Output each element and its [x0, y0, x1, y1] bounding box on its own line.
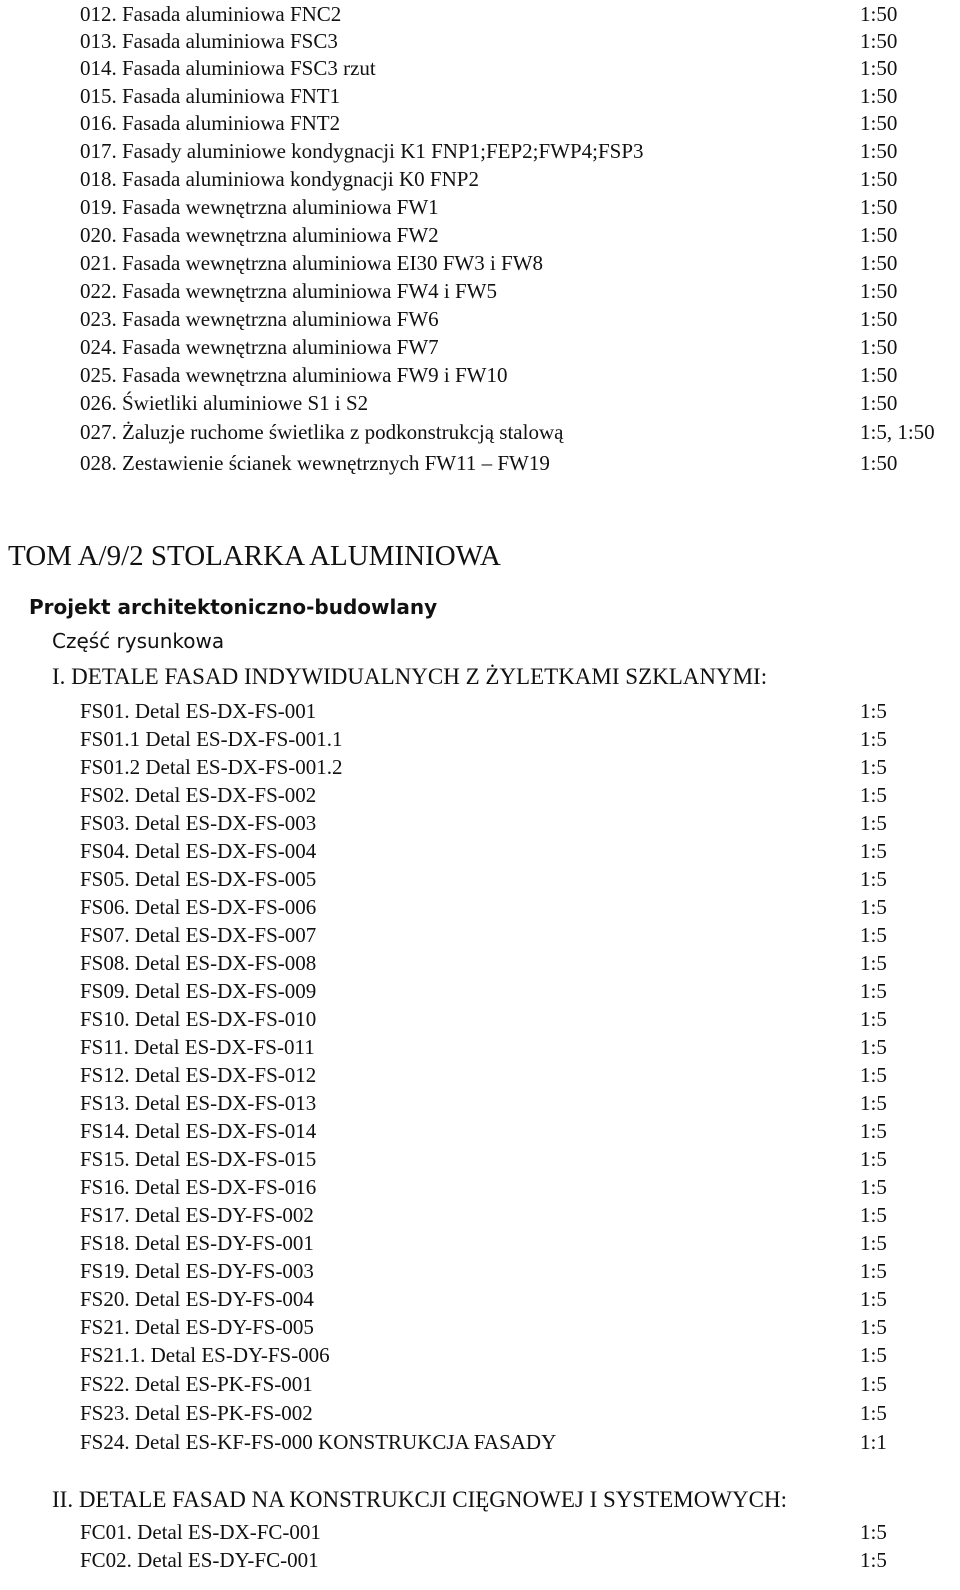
list-item: [0, 781, 960, 809]
item-title: FS18. Detal ES-DY-FS-001: [80, 1231, 314, 1255]
list-item: [0, 949, 960, 977]
section-1-title: I. DETALE FASAD INDYWIDUALNYCH Z ŻYLETKAMI SZKLANYMI:: [52, 664, 768, 689]
list-item: [0, 361, 960, 389]
item-scale: 1:50: [860, 84, 898, 108]
item-scale: 1:5: [860, 1119, 887, 1143]
item-scale: 1:5: [860, 979, 887, 1003]
item-title: FS05. Detal ES-DX-FS-005: [80, 867, 317, 891]
item-title: FS01. Detal ES-DX-FS-001: [80, 699, 317, 723]
item-scale: 1:5: [860, 755, 887, 779]
list-item: [0, 27, 960, 55]
item-title: FS22. Detal ES-PK-FS-001: [80, 1372, 313, 1396]
item-scale: 1:5: [860, 1372, 887, 1396]
item-scale: 1:5, 1:50: [860, 420, 935, 444]
item-title: FS23. Detal ES-PK-FS-002: [80, 1401, 313, 1425]
item-title: FS20. Detal ES-DY-FS-004: [80, 1287, 314, 1311]
list-item: [0, 221, 960, 249]
item-scale: 1:5: [860, 1259, 887, 1283]
list-item: [0, 1399, 960, 1427]
list-item: [0, 1518, 960, 1546]
item-title: 019. Fasada wewnętrzna aluminiowa FW1: [80, 195, 439, 219]
item-scale: 1:5: [860, 1063, 887, 1087]
item-scale: 1:50: [860, 363, 898, 387]
item-scale: 1:5: [860, 1175, 887, 1199]
list-item: [0, 837, 960, 865]
item-scale: 1:50: [860, 451, 898, 475]
item-scale: 1:5: [860, 1315, 887, 1339]
list-item: [0, 1341, 960, 1369]
item-title: FS12. Detal ES-DX-FS-012: [80, 1063, 317, 1087]
item-title: FS01.1 Detal ES-DX-FS-001.1: [80, 727, 343, 751]
list-item: [0, 333, 960, 361]
item-scale: 1:5: [860, 867, 887, 891]
list-item: [0, 1313, 960, 1341]
item-scale: 1:5: [860, 923, 887, 947]
list-item: [0, 305, 960, 333]
item-title: FS07. Detal ES-DX-FS-007: [80, 923, 317, 947]
list-item: [0, 418, 960, 446]
list-item: [0, 977, 960, 1005]
item-title: FS14. Detal ES-DX-FS-014: [80, 1119, 317, 1143]
list-item: [0, 1145, 960, 1173]
list-item: [0, 82, 960, 110]
list-item: [0, 1061, 960, 1089]
list-item: [0, 1229, 960, 1257]
item-title: FS08. Detal ES-DX-FS-008: [80, 951, 317, 975]
item-title: FS11. Detal ES-DX-FS-011: [80, 1035, 315, 1059]
item-scale: 1:50: [860, 307, 898, 331]
item-title: FS21. Detal ES-DY-FS-005: [80, 1315, 314, 1339]
list-item: [0, 193, 960, 221]
list-item: [0, 1370, 960, 1398]
item-scale: 1:50: [860, 2, 898, 26]
list-item: [0, 1033, 960, 1061]
list-item: [0, 753, 960, 781]
tom-title: TOM A/9/2 STOLARKA ALUMINIOWA: [8, 540, 501, 572]
item-title: 023. Fasada wewnętrzna aluminiowa FW6: [80, 307, 439, 331]
item-scale: 1:5: [860, 839, 887, 863]
item-title: FS04. Detal ES-DX-FS-004: [80, 839, 317, 863]
item-scale: 1:50: [860, 29, 898, 53]
item-scale: 1:5: [860, 783, 887, 807]
list-item: [0, 1285, 960, 1313]
list-item: [0, 809, 960, 837]
item-scale: 1:5: [860, 1287, 887, 1311]
list-item: [0, 725, 960, 753]
item-title: 025. Fasada wewnętrzna aluminiowa FW9 i FW10: [80, 363, 508, 387]
item-scale: 1:5: [860, 1520, 887, 1544]
item-title: 027. Żaluzje ruchome świetlika z podkonstrukcją stalową: [80, 420, 564, 444]
item-title: 014. Fasada aluminiowa FSC3 rzut: [80, 56, 376, 80]
item-title: 016. Fasada aluminiowa FNT2: [80, 111, 341, 135]
list-item: [0, 1117, 960, 1145]
item-scale: 1:5: [860, 895, 887, 919]
item-title: FS13. Detal ES-DX-FS-013: [80, 1091, 317, 1115]
item-title: FS09. Detal ES-DX-FS-009: [80, 979, 317, 1003]
item-scale: 1:5: [860, 1035, 887, 1059]
item-title: 018. Fasada aluminiowa kondygnacji K0 FNP2: [80, 167, 479, 191]
item-title: FS24. Detal ES-KF-FS-000 KONSTRUKCJA FASADY: [80, 1430, 557, 1454]
item-scale: 1:50: [860, 56, 898, 80]
item-scale: 1:5: [860, 699, 887, 723]
list-item: [0, 165, 960, 193]
list-item: [0, 1257, 960, 1285]
item-title: 015. Fasada aluminiowa FNT1: [80, 84, 341, 108]
item-scale: 1:5: [860, 1343, 887, 1367]
item-title: 017. Fasady aluminiowe kondygnacji K1 FNP1;FEP2;FWP4;FSP3: [80, 139, 644, 163]
list-item: [0, 54, 960, 82]
item-title: 021. Fasada wewnętrzna aluminiowa EI30 FW3 i FW8: [80, 251, 544, 275]
item-scale: 1:5: [860, 1203, 887, 1227]
list-item: [0, 921, 960, 949]
item-title: 022. Fasada wewnętrzna aluminiowa FW4 i FW5: [80, 279, 497, 303]
item-title: 024. Fasada wewnętrzna aluminiowa FW7: [80, 335, 439, 359]
item-scale: 1:5: [860, 1147, 887, 1171]
item-scale: 1:50: [860, 223, 898, 247]
list-item: [0, 893, 960, 921]
list-item: [0, 697, 960, 725]
item-scale: 1:50: [860, 279, 898, 303]
list-item: [0, 1201, 960, 1229]
item-scale: 1:50: [860, 167, 898, 191]
list-item: [0, 449, 960, 477]
item-title: FS16. Detal ES-DX-FS-016: [80, 1175, 317, 1199]
list-item: [0, 1005, 960, 1033]
section-2-title: II. DETALE FASAD NA KONSTRUKCJI CIĘGNOWEJ I SYSTEMOWYCH:: [52, 1487, 787, 1512]
list-item: [0, 249, 960, 277]
item-title: 013. Fasada aluminiowa FSC3: [80, 29, 338, 53]
item-title: 028. Zestawienie ścianek wewnętrznych FW11 – FW19: [80, 451, 550, 475]
item-title: FS02. Detal ES-DX-FS-002: [80, 783, 317, 807]
list-item: [0, 0, 960, 28]
item-scale: 1:50: [860, 139, 898, 163]
list-item: [0, 1546, 960, 1574]
item-title: FS01.2 Detal ES-DX-FS-001.2: [80, 755, 343, 779]
item-title: 020. Fasada wewnętrzna aluminiowa FW2: [80, 223, 439, 247]
list-item: [0, 277, 960, 305]
item-title: FS19. Detal ES-DY-FS-003: [80, 1259, 314, 1283]
item-title: 012. Fasada aluminiowa FNC2: [80, 2, 342, 26]
item-scale: 1:5: [860, 811, 887, 835]
item-scale: 1:50: [860, 195, 898, 219]
item-title: FS10. Detal ES-DX-FS-010: [80, 1007, 317, 1031]
project-title: Projekt architektoniczno-budowlany: [29, 595, 438, 619]
item-title: FS15. Detal ES-DX-FS-015: [80, 1147, 317, 1171]
list-item: [0, 389, 960, 417]
item-scale: 1:50: [860, 335, 898, 359]
item-scale: 1:5: [860, 1401, 887, 1425]
item-scale: 1:50: [860, 391, 898, 415]
item-title: 026. Świetliki aluminiowe S1 i S2: [80, 391, 369, 415]
item-title: FS17. Detal ES-DY-FS-002: [80, 1203, 314, 1227]
item-scale: 1:5: [860, 951, 887, 975]
list-item: [0, 1089, 960, 1117]
item-title: FS03. Detal ES-DX-FS-003: [80, 811, 317, 835]
item-scale: 1:5: [860, 1091, 887, 1115]
item-title: FS21.1. Detal ES-DY-FS-006: [80, 1343, 330, 1367]
part-title: Część rysunkowa: [52, 629, 225, 653]
item-scale: 1:5: [860, 727, 887, 751]
list-item: [0, 865, 960, 893]
item-scale: 1:5: [860, 1548, 887, 1572]
list-item: [0, 137, 960, 165]
item-scale: 1:50: [860, 251, 898, 275]
list-item: [0, 1428, 960, 1456]
item-title: FC01. Detal ES-DX-FC-001: [80, 1520, 321, 1544]
list-item: [0, 109, 960, 137]
item-scale: 1:50: [860, 111, 898, 135]
item-scale: 1:1: [860, 1430, 887, 1454]
list-item: [0, 1173, 960, 1201]
item-scale: 1:5: [860, 1231, 887, 1255]
item-scale: 1:5: [860, 1007, 887, 1031]
item-title: FS06. Detal ES-DX-FS-006: [80, 895, 317, 919]
item-title: FC02. Detal ES-DY-FC-001: [80, 1548, 319, 1572]
